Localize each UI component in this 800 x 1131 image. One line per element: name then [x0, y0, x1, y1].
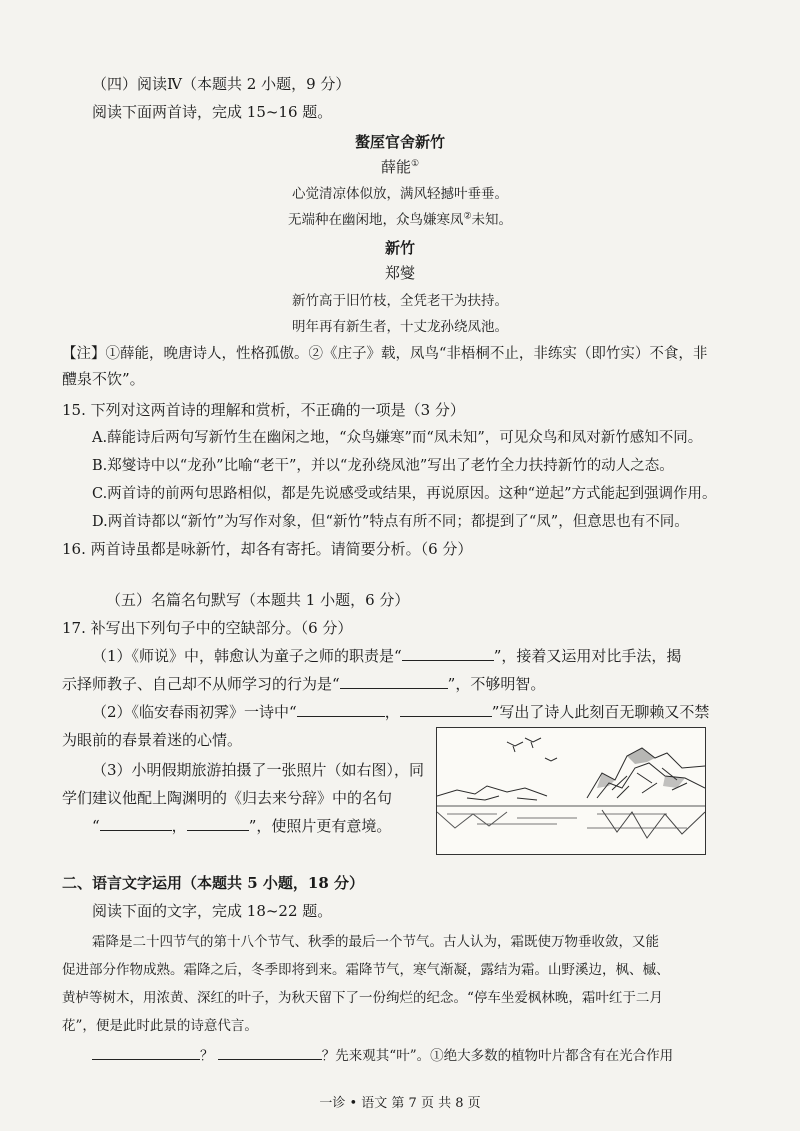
poem2-title: 新竹 [384, 239, 415, 257]
poem2-author: 郑燮 [384, 264, 415, 282]
q17-part1-line2: 示择师教子、自己却不从师学习的行为是“ ”，不够明智。 [62, 675, 546, 693]
q15-option-a: A.薛能诗后两句写新竹生在幽闲之地，“众鸟嫌寒”而“凤未知”，可见众鸟和凤对新竹感知不同。 [92, 430, 703, 446]
part2-para-line2: 促进部分作物成熟。霜降之后，冬季即将到来。霜降节气，寒气渐凝，露结为霜。山野溪边，枫、槭、 [62, 962, 670, 978]
q17-part3-line1: （3）小明假期旅游拍摄了一张照片（如右图），同 [92, 761, 425, 779]
answer-blank[interactable] [100, 816, 172, 831]
part2-para-line1: 霜降是二十四节气的第十八个节气、秋季的最后一个节气。古人认为，霜既使万物垂收敛，又能 [92, 934, 659, 950]
q15-stem: 15. 下列对这两首诗的理解和赏析，不正确的一项是（3 分） [62, 401, 465, 419]
part2-heading: 二、语言文字运用（本题共 5 小题，18 分） [62, 874, 364, 892]
poem1-line2: 无端种在幽闲地，众鸟嫌寒凤②未知。 [287, 211, 513, 228]
q15-option-d: D.两首诗都以“新竹”为写作对象，但“新竹”特点有所不同；都提到了“凤”，但意思也有不同。 [92, 514, 689, 530]
part2-para-line4: 花”，便是此时此景的诗意代言。 [62, 1018, 258, 1034]
landscape-photo [436, 727, 706, 855]
q17-part2-line1: （2）《临安春雨初霁》一诗中“ ， ”写出了诗人此刻百无聊赖又不禁 [92, 703, 710, 721]
answer-blank[interactable] [402, 646, 494, 661]
page-footer: 一诊 • 语文 第 7 页 共 8 页 [319, 1096, 481, 1111]
answer-blank[interactable] [400, 702, 492, 717]
part2-intro: 阅读下面的文字，完成 18~22 题。 [92, 902, 333, 920]
answer-blank[interactable] [297, 702, 385, 717]
answer-blank[interactable] [187, 816, 249, 831]
section5-heading: （五）名篇名句默写（本题共 1 小题，6 分） [106, 591, 410, 609]
q17-stem: 17. 补写出下列句子中的空缺部分。（6 分） [62, 619, 353, 637]
part2-last-line: ？ ？先来观其“叶”。①绝大多数的植物叶片都含有在光合作用 [92, 1045, 673, 1066]
section4-heading: （四）阅读Ⅳ（本题共 2 小题，9 分） [92, 75, 351, 93]
poem2-line2: 明年再有新生者，十丈龙孙绕凤池。 [292, 319, 508, 335]
poem1-title: 螯厔官舍新竹 [354, 133, 445, 151]
landscape-illustration [437, 728, 705, 854]
part2-para-line3: 黄栌等树木，用浓黄、深红的叶子，为秋天留下了一份绚烂的纪念。“停车坐爱枫林晚，霜叶红于二月 [62, 990, 663, 1006]
q17-part2-line2: 为眼前的春景着迷的心情。 [62, 731, 243, 749]
poem2-line1: 新竹高于旧竹枝，全凭老干为扶持。 [292, 293, 508, 309]
q17-part3-line3: “ ， ”，使照片更有意境。 [92, 817, 392, 835]
answer-blank[interactable] [218, 1045, 322, 1060]
q15-option-c: C.两首诗的前两句思路相似，都是先说感受或结果，再说原因。这种“逆起”方式能起到强调作用。 [92, 486, 717, 502]
note-line1: 【注】①薛能，晚唐诗人，性格孤傲。②《庄子》载，凤鸟“非梧桐不止，非练实（即竹实）不食，非 [62, 346, 708, 362]
q17-part1-line1: （1）《师说》中，韩愈认为童子之师的职责是“ ”，接着又运用对比手法，揭 [92, 647, 682, 665]
poem1-line1: 心觉清凉体似放，满风轻撼叶垂垂。 [292, 186, 508, 202]
note-line2: 醴泉不饮”。 [62, 370, 145, 388]
answer-blank[interactable] [92, 1045, 200, 1060]
q17-part3-line2: 学们建议他配上陶渊明的《归去来兮辞》中的名句 [62, 789, 393, 807]
q16-stem: 16. 两首诗虽都是咏新竹，却各有寄托。请简要分析。（6 分） [62, 540, 473, 558]
q15-option-b: B.郑燮诗中以“龙孙”比喻“老干”，并以“龙孙绕凤池”写出了老竹全力扶持新竹的动人之态。 [92, 458, 674, 474]
section4-intro: 阅读下面两首诗，完成 15~16 题。 [92, 103, 333, 121]
answer-blank[interactable] [340, 674, 448, 689]
poem1-author: 薛能① [380, 158, 420, 176]
